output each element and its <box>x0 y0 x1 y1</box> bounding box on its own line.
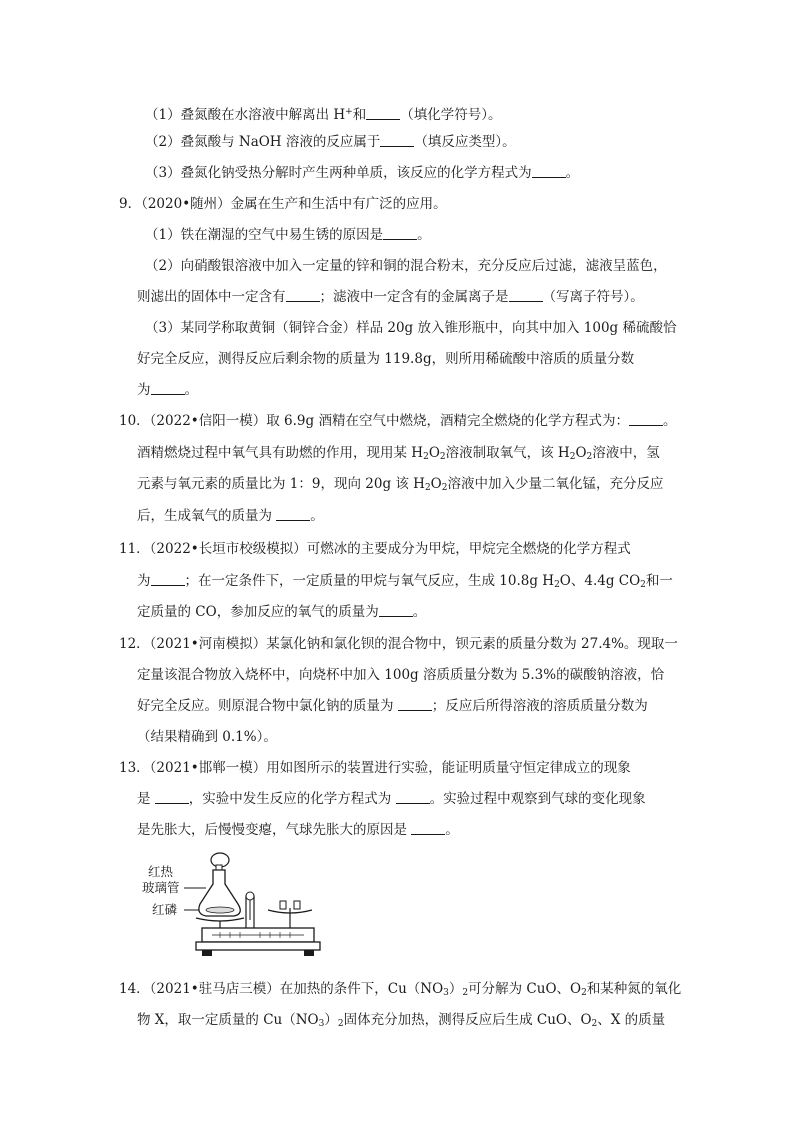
q11-line3: 定质量的 CO，参加反应的氧气的质量为 。 <box>137 604 427 620</box>
answer-blank <box>151 382 185 395</box>
q13-line2: 是 ，实验中发生反应的化学方程式为 。实验过程中观察到气球的变化现象 <box>137 791 646 807</box>
q9-sub3-line3: 为 。 <box>137 382 198 398</box>
q8-sub3: （3）叠氮化钠受热分解时产生两种单质，该反应的化学方程式为 。 <box>145 165 580 181</box>
q12-line1: 12．（2021•河南模拟）某氯化钠和氯化钡的混合物中，钡元素的质量分数为 27.4%。现取一 <box>119 636 678 652</box>
answer-blank <box>383 227 417 240</box>
q10-line2: 酒精燃烧过程中氧气具有助燃的作用，现用某 $H_2O_2$溶液制取氧气，该 $H_2O_2$溶液中，氢 <box>137 445 660 462</box>
q10-line1: 10．（2022•信阳一模）取 6.9g 酒精在空气中燃烧，酒精完全燃烧的化学方程式为： 。 <box>119 413 677 429</box>
q10-line4: 后，生成氧气的质量为 。 <box>137 508 324 524</box>
q12-line3: 好完全反应。则原混合物中氯化钠的质量为 ；反应后所得溶液的溶质质量分数为 <box>137 698 648 714</box>
answer-blank <box>396 791 430 804</box>
answer-blank <box>151 573 185 586</box>
q13-line1: 13．（2021•邯郸一模）用如图所示的装置进行实验，能证明质量守恒定律成立的现象 <box>119 760 631 776</box>
weight <box>294 901 300 909</box>
weight <box>280 901 286 909</box>
q9-sub3-line2: 好完全反应，测得反应后剩余物的质量为 119.8g，则所用稀硫酸中溶质的质量分数 <box>137 351 635 367</box>
answer-blank <box>629 413 663 426</box>
q9-sub2-line2: 则滤出的固体中一定含有 ；滤液中一定含有的金属离子是 （写离子符号）。 <box>137 289 644 305</box>
answer-blank <box>276 508 310 521</box>
answer-blank <box>532 165 566 178</box>
q11-line1: 11．（2022•长垣市校级模拟）可燃冰的主要成分为甲烷，甲烷完全燃烧的化学方程式 <box>119 541 631 557</box>
figure-label-glass-tube: 玻璃管 <box>142 880 180 895</box>
q9-sub2-line1: （2）向硝酸银溶液中加入一定量的锌和铜的混合粉末，充分反应后过滤，滤液呈蓝色， <box>145 258 667 274</box>
q10-line3: 元素与氧元素的质量比为 1：9，现向 20g 该 $H_2O_2$溶液中加入少量二氧化锰，充分反应 <box>137 476 664 493</box>
figure-label-red-hot: 红热 <box>148 864 174 879</box>
answer-blank <box>379 604 413 617</box>
q9-sub3-line1: （3）某同学称取黄铜（铜锌合金）样品 20g 放入锥形瓶中，向其中加入 100g 稀硫酸恰 <box>145 320 677 336</box>
q9-stem: 9．（2020•随州）金属在生产和生活中有广泛的应用。 <box>119 196 447 212</box>
answer-blank <box>509 289 543 302</box>
q12-line4: （结果精确到 0.1%）。 <box>137 729 277 745</box>
q12-line2: 定量该混合物放入烧杯中，向烧杯中加入 100g 溶质质量分数为 5.3%的碳酸钠溶液，恰 <box>137 667 665 683</box>
experiment-apparatus-figure <box>140 846 340 968</box>
figure-label-red-phosphorus: 红磷 <box>152 902 178 917</box>
answer-blank <box>286 289 320 302</box>
answer-blank <box>411 822 445 835</box>
q14-line2: 物 X，取一定质量的 $Cu(NO_3)_2$固体充分加热，测得反应后生成 CuO、$O_2$、X 的质量 <box>137 1012 666 1029</box>
q14-line1: 14．（2021•驻马店三模）在加热的条件下，$Cu(NO_3)_2$可分解为 CuO、$O_2$和某种氮的氧化 <box>119 981 682 998</box>
answer-blank <box>398 698 432 711</box>
q9-sub1: （1）铁在潮湿的空气中易生锈的原因是 。 <box>145 227 431 243</box>
q8-sub2: （2）叠氮酸与 NaOH 溶液的反应属于 （填反应类型）。 <box>145 134 516 150</box>
answer-blank <box>380 134 414 147</box>
answer-blank <box>155 791 189 804</box>
q13-line3: 是先胀大，后慢慢变瘪，气球先胀大的原因是 。 <box>137 822 459 838</box>
q8-sub1: （1）叠氮酸在水溶液中解离出 H+和 （填化学符号）。 <box>145 107 502 123</box>
q11-line2: 为 ；在一定条件下，一定质量的甲烷与氧气反应，生成 10.8g $H_2O$、4.4g $CO_2$和一 <box>137 573 673 590</box>
answer-blank <box>366 107 400 120</box>
